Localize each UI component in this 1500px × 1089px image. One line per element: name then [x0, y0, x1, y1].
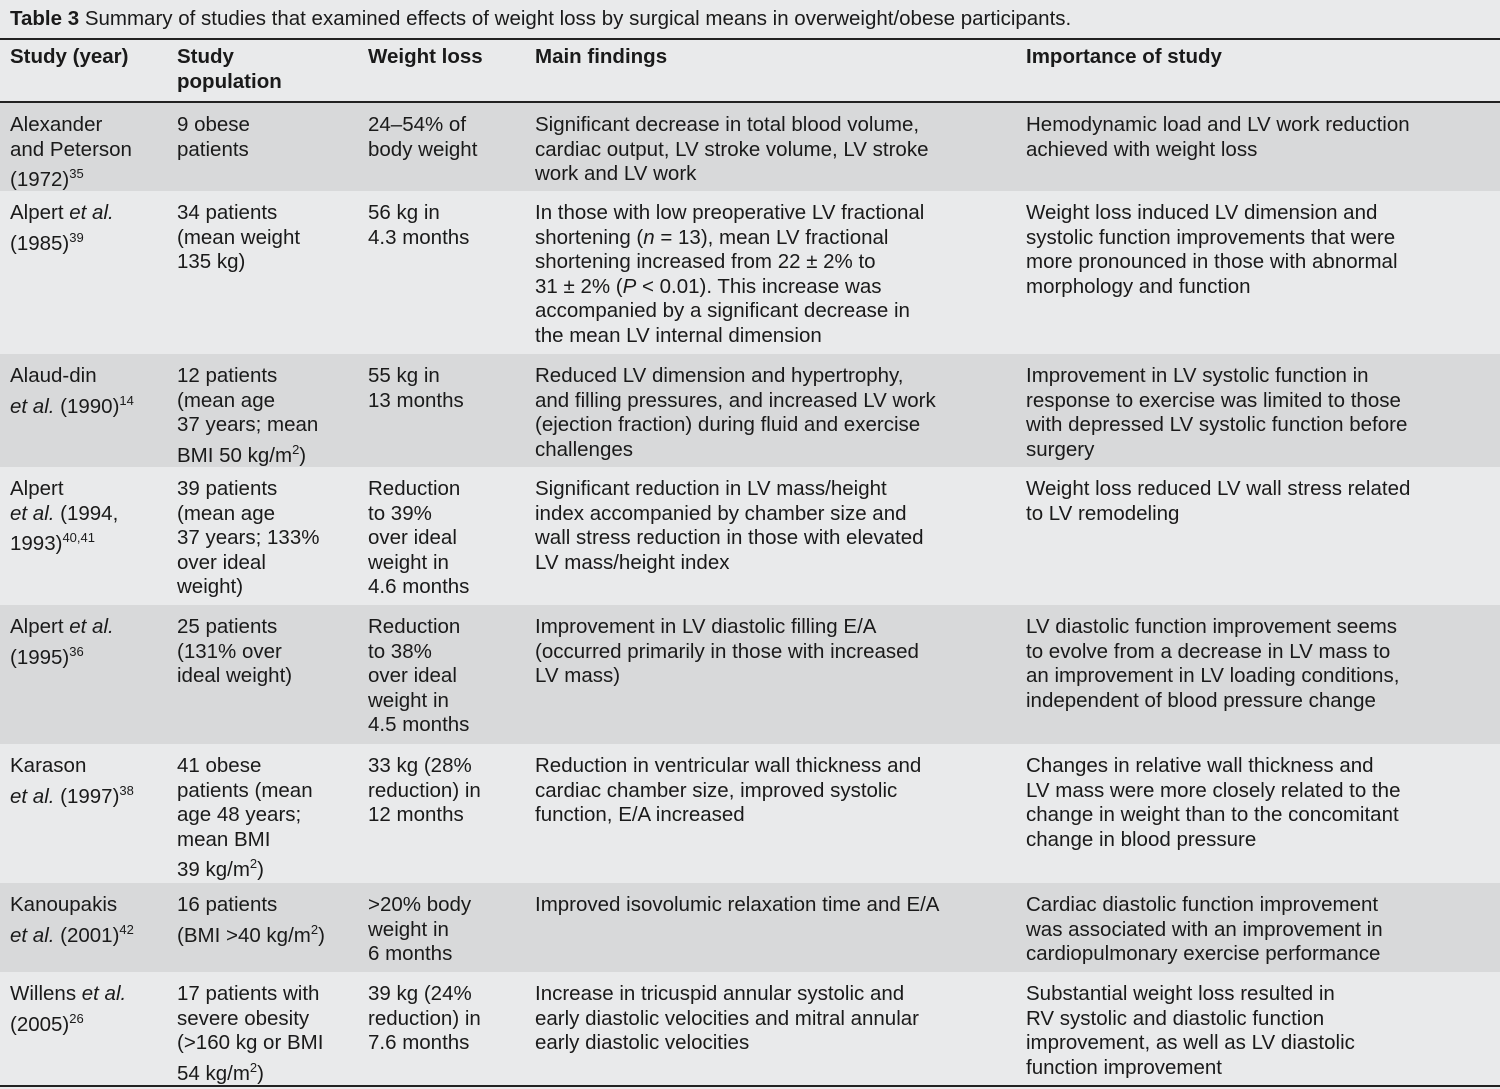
- cell-line: more pronounced in those with abnormal: [1026, 250, 1398, 273]
- cell-line: Substantial weight loss resulted in: [1026, 982, 1335, 1005]
- cell-line: Karason: [10, 754, 87, 777]
- cell-line: 55 kg in: [368, 364, 440, 387]
- cell-line: LV diastolic function improvement seems: [1026, 615, 1398, 638]
- cell-line: 39 patients: [177, 477, 278, 500]
- cell-line: BMI 50 $kg/m^2$): [177, 441, 307, 467]
- cell-line: cardiac chamber size, improved systolic: [535, 778, 898, 802]
- cell-line: Alexander: [10, 113, 103, 136]
- table-row: [0, 744, 1500, 883]
- cell-line: Reduced LV dimension and hypertrophy,: [535, 364, 904, 387]
- cell-weight-loss: [368, 982, 526, 1056]
- cell-population: [177, 893, 359, 948]
- cell-line: Reduction: [368, 477, 461, 500]
- cell-line: 37 years; 133%: [177, 526, 320, 549]
- cell-line: wall stress reduction in those with elevated: [535, 526, 924, 549]
- cell-line: $(1995)^{36}$: [10, 643, 84, 669]
- cell-line: 4.6 months: [368, 575, 470, 598]
- cell-study: [10, 113, 168, 192]
- cell-importance: [1026, 364, 1490, 462]
- cell-line: age 48 years;: [177, 803, 302, 826]
- bottom-rule: [0, 1085, 1500, 1087]
- cell-importance: [1026, 113, 1490, 162]
- cell-study: [10, 893, 168, 948]
- cell-line: (mean age: [177, 388, 276, 412]
- cell-line: an improvement in LV loading conditions,: [1026, 664, 1400, 687]
- cell-line: reduction) in: [368, 1006, 481, 1030]
- cell-main-findings: [535, 982, 1015, 1056]
- cell-study: [10, 615, 168, 670]
- cell-line: (mean age: [177, 501, 276, 525]
- cell-main-findings: [535, 477, 1015, 575]
- cell-importance: [1026, 615, 1490, 713]
- table-row: [0, 972, 1500, 1085]
- cell-line: early diastolic velocities: [535, 1031, 750, 1054]
- cell-line: $(2005)^{26}$: [10, 1010, 84, 1036]
- cell-line: patients: [177, 137, 249, 161]
- table-row: [0, 883, 1500, 972]
- cell-line: Weight loss induced LV dimension and: [1026, 201, 1378, 224]
- cell-population: [177, 364, 359, 468]
- cell-line: Reduction in ventricular wall thickness and: [535, 754, 922, 777]
- cell-line: function, E/A increased: [535, 803, 745, 826]
- cell-importance: [1026, 477, 1490, 526]
- cell-line: 39 kg (24%: [368, 982, 472, 1005]
- cell-main-findings: [535, 615, 1015, 689]
- cell-line: over ideal: [368, 526, 457, 549]
- header-importance: [1026, 45, 1490, 70]
- cell-line: severe obesity: [177, 1006, 310, 1030]
- cell-line: weight in: [368, 688, 449, 712]
- cell-line: index accompanied by chamber size and: [535, 501, 907, 525]
- table-header-row: [0, 45, 1500, 101]
- cell-line: 54 $kg/m^2$): [177, 1059, 264, 1085]
- cell-line: independent of blood pressure change: [1026, 688, 1376, 712]
- table-row: [0, 605, 1500, 744]
- cell-line: the mean LV internal dimension: [535, 323, 822, 347]
- cell-main-findings: [535, 893, 1015, 918]
- header-line: population: [177, 69, 282, 93]
- header-study: [10, 45, 168, 70]
- cell-study: [10, 364, 168, 419]
- cell-line: was associated with an improvement in: [1026, 917, 1383, 941]
- cell-line: Improvement in LV diastolic filling E/A: [535, 615, 877, 638]
- cell-line: RV systolic and diastolic function: [1026, 1006, 1325, 1030]
- table-row: [0, 103, 1500, 191]
- cell-line: early diastolic velocities and mitral annular: [535, 1006, 919, 1030]
- cell-line: Increase in tricuspid annular systolic and: [535, 982, 905, 1005]
- cell-line: and Peterson: [10, 137, 132, 161]
- cell-line: Improvement in LV systolic function in: [1026, 364, 1369, 387]
- table-caption: [10, 6, 1071, 32]
- cell-line: 24–54% of: [368, 113, 467, 136]
- cell-line: 4.3 months: [368, 225, 470, 249]
- cell-line: Kanoupakis: [10, 893, 118, 916]
- cell-weight-loss: [368, 364, 526, 413]
- cell-line: over ideal: [368, 664, 457, 687]
- cell-line: systolic function improvements that were: [1026, 225, 1396, 249]
- cell-line: 12 patients: [177, 364, 278, 387]
- cell-study: [10, 754, 168, 809]
- cell-line: (BMI >40 $kg/m^2$): [177, 921, 325, 947]
- cell-main-findings: [535, 754, 1015, 828]
- cell-line: LV mass were more closely related to the: [1026, 778, 1401, 802]
- cell-line: (>160 kg or BMI: [177, 1031, 324, 1054]
- cell-line: (ejection fraction) during fluid and exercise: [535, 413, 921, 436]
- cell-line: 17 patients with: [177, 982, 320, 1005]
- table-caption-text: Summary of studies that examined effects of weight loss by surgical means in overweight/obese participants.: [84, 7, 1072, 30]
- cell-line: patients (mean: [177, 778, 313, 802]
- cell-line: ideal weight): [177, 664, 293, 687]
- cell-line: (occurred primarily in those with increased: [535, 639, 919, 663]
- cell-line: improvement, as well as LV diastolic: [1026, 1031, 1355, 1054]
- cell-population: [177, 477, 359, 600]
- cell-line: Significant decrease in total blood volume,: [535, 113, 920, 136]
- cell-line: and filling pressures, and increased LV work: [535, 388, 936, 412]
- cell-line: reduction) in: [368, 778, 481, 802]
- table-row: [0, 467, 1500, 605]
- header-line: Weight loss: [368, 45, 483, 68]
- cell-line: cardiac output, LV stroke volume, LV stroke: [535, 137, 929, 161]
- cell-population: [177, 201, 359, 275]
- cell-line: to 39%: [368, 501, 432, 525]
- cell-weight-loss: [368, 477, 526, 600]
- cell-line: shortening (n = 13), mean LV fractional: [535, 225, 889, 249]
- cell-line: Changes in relative wall thickness and: [1026, 754, 1374, 777]
- cell-population: [177, 982, 359, 1086]
- cell-line: function improvement: [1026, 1055, 1222, 1079]
- cell-importance: [1026, 982, 1490, 1080]
- cell-line: weight in: [368, 550, 449, 574]
- header-line: Study (year): [10, 45, 129, 68]
- cell-line: to evolve from a decrease in LV mass to: [1026, 639, 1391, 663]
- cell-line: et al. $(1990)^{14}$: [10, 392, 134, 418]
- cell-population: [177, 754, 359, 882]
- table-label: Table 3: [10, 7, 80, 30]
- cell-line: Significant reduction in LV mass/height: [535, 477, 887, 500]
- cell-line: Alpert: [10, 477, 64, 500]
- cell-line: (mean weight: [177, 225, 301, 249]
- cell-weight-loss: [368, 201, 526, 250]
- cell-line: cardiopulmonary exercise performance: [1026, 942, 1381, 965]
- cell-line: $(1985)^{39}$: [10, 229, 84, 255]
- table-row: [0, 191, 1500, 354]
- cell-weight-loss: [368, 113, 526, 162]
- cell-line: weight): [177, 575, 244, 598]
- cell-main-findings: [535, 113, 1015, 187]
- cell-line: over ideal: [177, 550, 266, 574]
- cell-line: 13 months: [368, 388, 464, 412]
- cell-line: et al. $(1997)^{38}$: [10, 782, 134, 808]
- cell-importance: [1026, 754, 1490, 852]
- cell-line: Cardiac diastolic function improvement: [1026, 893, 1379, 916]
- header-main-findings: [535, 45, 1015, 70]
- cell-population: [177, 615, 359, 689]
- cell-line: Improved isovolumic relaxation time and E/A: [535, 893, 940, 916]
- cell-line: 4.5 months: [368, 713, 470, 736]
- cell-line: 31 ± 2% (P < 0.01). This increase was: [535, 274, 882, 298]
- cell-line: Reduction: [368, 615, 461, 638]
- cell-line: >20% body: [368, 893, 472, 916]
- cell-line: achieved with weight loss: [1026, 137, 1258, 161]
- cell-line: Weight loss reduced LV wall stress related: [1026, 477, 1411, 500]
- cell-line: accompanied by a significant decrease in: [535, 299, 910, 322]
- cell-line: Alpert et al.: [10, 201, 114, 224]
- cell-line: 37 years; mean: [177, 413, 319, 436]
- cell-line: 16 patients: [177, 893, 278, 916]
- cell-weight-loss: [368, 754, 526, 828]
- cell-line: 33 kg (28%: [368, 754, 472, 777]
- cell-study: [10, 201, 168, 256]
- cell-line: response to exercise was limited to those: [1026, 388, 1401, 412]
- header-population: [177, 45, 359, 94]
- cell-line: $(1972)^{35}$: [10, 166, 84, 191]
- cell-line: work and LV work: [535, 162, 697, 185]
- cell-line: 56 kg in: [368, 201, 440, 224]
- cell-line: body weight: [368, 137, 478, 161]
- cell-line: et al. $(2001)^{42}$: [10, 921, 134, 947]
- cell-line: In those with low preoperative LV fractional: [535, 201, 925, 224]
- cell-study: [10, 477, 168, 556]
- cell-study: [10, 982, 168, 1037]
- cell-line: with depressed LV systolic function before: [1026, 413, 1408, 436]
- cell-line: 135 kg): [177, 250, 246, 273]
- top-rule: [0, 38, 1500, 40]
- cell-line: 12 months: [368, 803, 464, 826]
- cell-line: shortening increased from 22 ± 2% to: [535, 250, 876, 273]
- cell-line: 41 obese: [177, 754, 262, 777]
- cell-line: to LV remodeling: [1026, 501, 1180, 525]
- cell-importance: [1026, 893, 1490, 967]
- cell-line: 25 patients: [177, 615, 278, 638]
- cell-main-findings: [535, 201, 1015, 348]
- cell-line: LV mass): [535, 664, 621, 687]
- cell-line: LV mass/height index: [535, 550, 730, 574]
- cell-line: challenges: [535, 437, 634, 461]
- cell-line: Willens et al.: [10, 982, 127, 1005]
- cell-line: 39 $kg/m^2$): [177, 856, 264, 881]
- cell-line: mean BMI: [177, 827, 271, 851]
- cell-population: [177, 113, 359, 162]
- cell-weight-loss: [368, 615, 526, 738]
- header-line: Main findings: [535, 45, 668, 68]
- cell-main-findings: [535, 364, 1015, 462]
- cell-line: morphology and function: [1026, 274, 1251, 298]
- cell-line: weight in: [368, 917, 449, 941]
- cell-line: 34 patients: [177, 201, 278, 224]
- cell-line: 7.6 months: [368, 1031, 470, 1054]
- cell-line: surgery: [1026, 437, 1095, 461]
- cell-line: Hemodynamic load and LV work reduction: [1026, 113, 1410, 136]
- cell-line: Alpert et al.: [10, 615, 114, 638]
- cell-line: et al. (1994,: [10, 501, 119, 525]
- cell-weight-loss: [368, 893, 526, 967]
- cell-line: change in blood pressure: [1026, 827, 1257, 851]
- header-weight-loss: [368, 45, 526, 70]
- header-line: Importance of study: [1026, 45, 1222, 68]
- header-line: Study: [177, 45, 234, 68]
- cell-line: 1993)$^{40,41}$: [10, 530, 95, 555]
- cell-line: to 38%: [368, 639, 432, 663]
- cell-line: change in weight than to the concomitant: [1026, 803, 1399, 826]
- table-row: [0, 354, 1500, 467]
- cell-importance: [1026, 201, 1490, 299]
- cell-line: Alaud-din: [10, 364, 97, 387]
- cell-line: 6 months: [368, 942, 453, 965]
- cell-line: 9 obese: [177, 113, 250, 136]
- cell-line: (131% over: [177, 639, 282, 663]
